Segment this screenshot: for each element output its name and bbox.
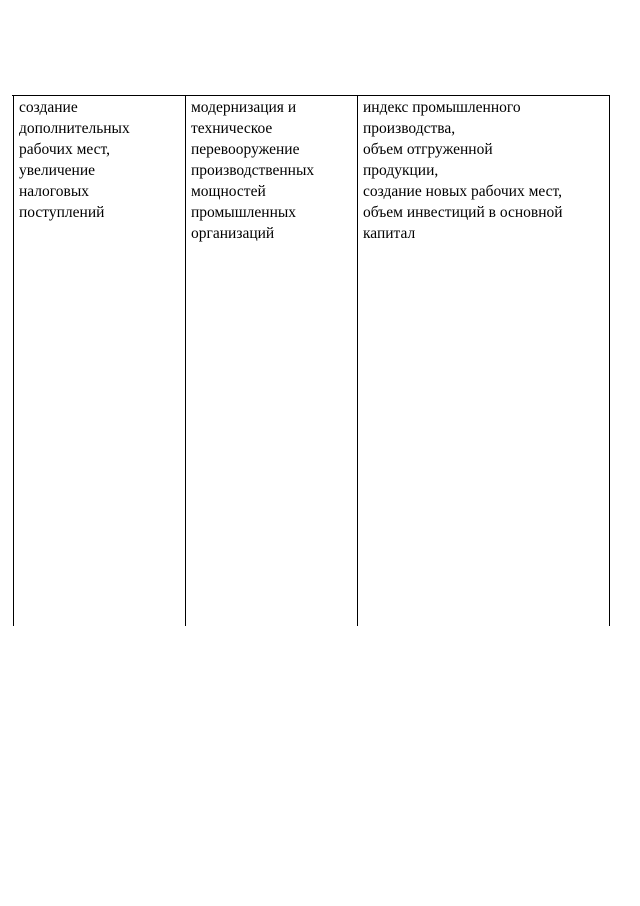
cell-text-line: объем инвестиций в основной [363, 204, 563, 221]
table-left-border [13, 95, 14, 626]
cell-text-line: производства, [363, 120, 456, 137]
cell-text-line: производственных [191, 162, 315, 179]
cell-text-line: организаций [191, 225, 275, 242]
cell-text-line: создание новых рабочих мест, [363, 183, 563, 200]
cell-text-line: модернизация и [191, 99, 297, 116]
cell-text-line: капитал [363, 225, 416, 242]
table-cell-indicators [363, 97, 563, 244]
table-cell-expected-results [19, 97, 130, 223]
column-divider-2 [357, 95, 358, 626]
cell-text-line: продукции, [363, 162, 439, 179]
cell-text-line: создание [19, 99, 78, 116]
cell-text-line: промышленных [191, 204, 297, 221]
cell-text-line: увеличение [19, 162, 96, 179]
cell-text-line: дополнительных [19, 120, 130, 137]
cell-text-line: перевооружение [191, 141, 300, 158]
cell-text-line: рабочих мест, [19, 141, 111, 158]
table-right-border [609, 95, 610, 626]
cell-text-line: мощностей [191, 183, 266, 200]
cell-text-line: техническое [191, 120, 273, 137]
cell-text-line: налоговых [19, 183, 89, 200]
column-divider-1 [185, 95, 186, 626]
cell-text-line: поступлений [19, 204, 105, 221]
cell-text-line: объем отгруженной [363, 141, 493, 158]
table-cell-measures [191, 97, 314, 244]
cell-text-line: индекс промышленного [363, 99, 521, 116]
table-top-border [12, 95, 610, 96]
